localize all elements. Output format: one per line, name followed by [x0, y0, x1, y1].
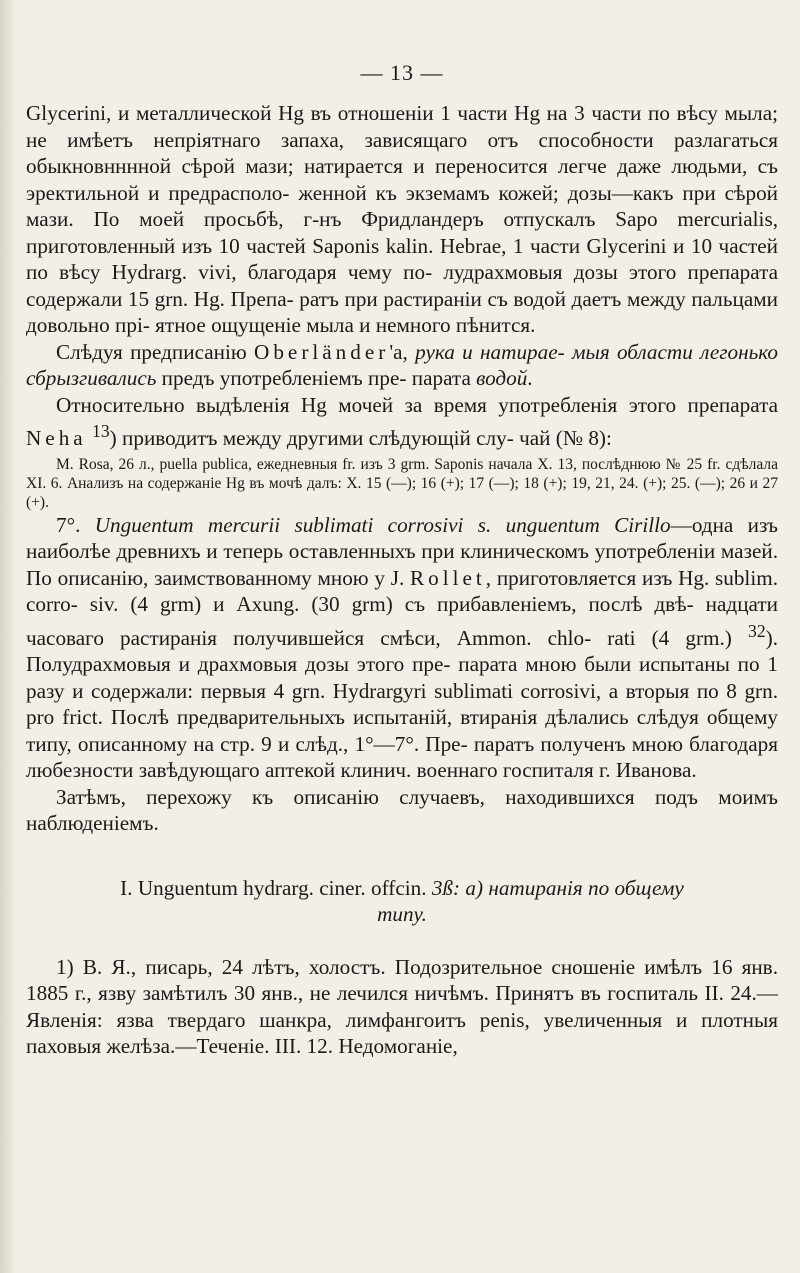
italic-instruction: рука и натирае- мыя области легонько сбрызгивались — [26, 339, 778, 390]
book-page — [26, 0, 778, 1060]
ointment-name: Unguentum mercurii sublimati corrosivi s. unguentum Cirillo — [94, 512, 671, 537]
page-number: — 13 — — [360, 60, 444, 85]
paragraph-5: 7°. Unguentum mercurii sublimati corrosivi s. unguentum Cirillo—одна изъ наиболѣе древнихъ и теперь оставленныхъ при клиническомъ употребленіи мазей. По описанію, заимствованному мною у J. Rollet, приготовляется изъ Hg. sublim. corro- siv. (4 grm) и Axung. (30 grm) съ прибавленіемъ, послѣ двѣ- надцати часоваго растиранія получившейся смѣси, Ammon. chlo- rati (4 grm.) $^{32}$). Полудрахмовыя и драхмовыя дозы этого пре- парата мною были испытаны по 1 разу и содержали: первыя 4 grn. Hydrargyri sublimati corrosivi, а вторыя по 8 grn. pro frict. Послѣ предварительныхъ испытаній, втиранія дѣлались слѣдуя общему типу, описанному на стр. 9 и слѣд., 1°—7°. Пре- паратъ полученъ мною благодаря любезности завѣдующаго аптекой клинич. военнаго госпиталя г. Иванова. — [26, 512, 778, 783]
body-text — [26, 100, 778, 1060]
paragraph-2: Слѣдуя предписанію Oberländer'а, рука и натирае- мыя области легонько сбрызгивались предъ употребленіемъ пре- парата водой. — [26, 339, 778, 390]
footnote-ref: 32 — [747, 620, 766, 641]
case-note-small: М. Rosa, 26 л., puella publica, ежедневныя fr. изъ 3 grm. Saponis начала X. 13, послѣднюю № 25 fr. сдѣлала XI. 6. Анализъ на содержаніе Hg въ мочѣ далъ: X. 15 (—); 16 (+); 17 (—); 18 (+); 19, 21, 24. (+); 25. (—); 26 и 27 (+). — [26, 455, 778, 511]
page-edge — [0, 0, 14, 1273]
case-1: 1) В. Я., писарь, 24 лѣтъ, холостъ. Подозрительное сношеніе имѣлъ 16 янв. 1885 г., язву замѣтилъ 30 янв., не лечился ничѣмъ. Принятъ въ госпиталь II. 24.—Явленія: язва твердаго шанкра, лимфангоитъ penis, увеличенныя и плотныя паховыя желѣза.—Теченіе. III. 12. Недомоганіе, — [26, 954, 778, 1059]
author-name: Oberländer — [254, 339, 390, 364]
paragraph-6: Затѣмъ, перехожу къ описанію случаевъ, находившихся подъ моимъ наблюденіемъ. — [26, 784, 778, 836]
section-title-line-2: типу. — [377, 902, 427, 927]
author-name: Rollet — [410, 565, 486, 590]
paragraph-1: Glycerini, и металлической Hg въ отношеніи 1 части Hg на 3 части по вѣсу мыла; не имѣетъ непріятнаго запаха, зависящаго отъ способности разлагаться обыкновнннной сѣрой мази; натирается и переносится легче даже людьми, съ эректильной и предрасполо- женной къ экземамъ кожей; дозы—какъ при сѣрой мази. По моей просьбѣ, г-нъ Фридландеръ отпускалъ Sapo mercurialis, приготовленный изъ 10 частей Saponis kalin. Hebrae, 1 части Glycerini и 10 частей по вѣсу Hydrarg. vivi, благодаря чему по- лудрахмовыя дозы этого препарата содержали 15 grn. Hg. Препа- ратъ при растираніи съ водой даетъ между пальцами довольно прі- ятное ощущеніе мыла и немного пѣнится. — [26, 101, 778, 337]
author-name: Neha — [26, 426, 87, 451]
footnote-ref: 13 — [92, 421, 110, 441]
paragraph-3: Относительно выдѣленія Hg мочей за время употребленія этого препарата Neha $^{13}$) приводитъ между другими слѣдующій слу- чай (№ 8): — [26, 392, 778, 451]
section-title: I. Unguentum hydrarg. ciner. offcin. 3ß: а) натиранія по общему — [120, 875, 684, 900]
